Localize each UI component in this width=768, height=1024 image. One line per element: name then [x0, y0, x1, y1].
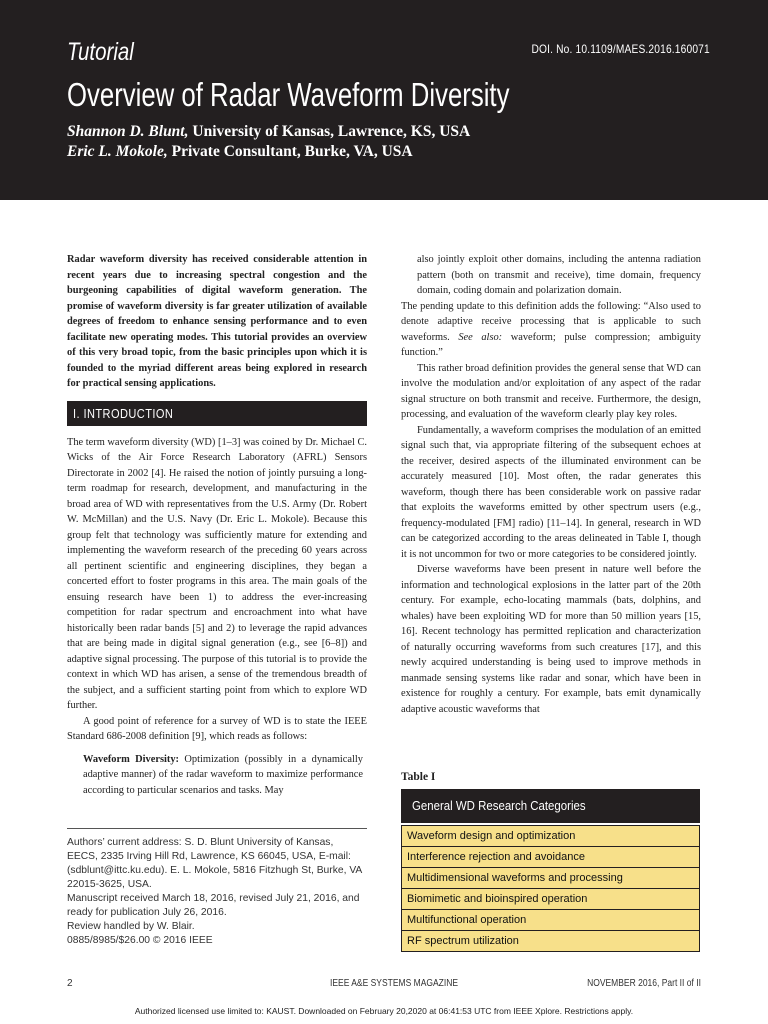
author-affiliation: University of Kansas, Lawrence, KS, USA — [188, 123, 471, 140]
paragraph-text: waveform; pulse compression; ambiguity function.” — [401, 331, 701, 358]
section-heading-text: I. INTRODUCTION — [73, 405, 174, 421]
author-affiliation: Private Consultant, Burke, VA, USA — [167, 143, 413, 160]
table-row: Biomimetic and bioinspired operation — [401, 889, 700, 910]
research-categories-table — [401, 789, 700, 952]
definition-quote-continued: also jointly exploit other domains, including the antenna radiation pattern (both on transmit and receive), time domain, frequency domain, coding domain and polarization domain. — [417, 254, 701, 296]
footnote-divider — [67, 828, 367, 829]
left-column — [67, 252, 367, 798]
table-row: RF spectrum utilization — [401, 931, 700, 952]
footnote-line: 0885/8985/$26.00 © 2016 IEEE — [67, 935, 213, 946]
footnote-line: Review handled by W. Blair. — [67, 921, 195, 932]
see-also: See also: — [458, 331, 503, 343]
page-number: 2 — [67, 978, 73, 989]
footnote-line: Manuscript received March 18, 2016, revised July 21, 2016, and ready for publication July 26, 2016. — [67, 893, 360, 918]
author-list — [67, 122, 470, 162]
table-row: Interference rejection and avoidance — [401, 847, 700, 868]
paragraph: A good point of reference for a survey of WD is to state the IEEE Standard 686-2008 definition [9], which reads as follows: — [67, 715, 367, 742]
doi-label: DOI. No. 10.1109/MAES.2016.160071 — [531, 42, 710, 56]
table-row: Multidimensional waveforms and processing — [401, 868, 700, 889]
table-row: Multifunctional operation — [401, 910, 700, 931]
table-row: Waveform design and optimization — [401, 825, 700, 847]
paragraph: This rather broad definition provides the general sense that WD can involve the modulation and/or exploitation of any aspect of the radar signal structure on both transmit and receive. Furthermore, the design, processing, and evaluation of the waveform clearly play key roles. — [401, 362, 701, 420]
footnote-line: Authors’ current address: S. D. Blunt University of Kansas, EECS, 2335 Irving Hill Rd, Lawrence, KS 66045, USA, E-mail: (sdblunt@ittc.ku.edu). E. L. Mokole, 5816 Fitzhugh St, Burke, VA 22015-3625, USA. — [67, 837, 362, 890]
paragraph-text: The pending update to this definition adds the following: “Also used to denote adaptive receive processing that is applicable to such waveforms. — [401, 300, 701, 343]
author-line — [67, 122, 470, 142]
right-column — [401, 252, 701, 717]
author-footnote — [67, 836, 367, 948]
definition-text: Optimization (possibly in a dynamically adaptive manner) of the radar waveform to maximize performance according to particular scenarios and tasks. May — [83, 753, 363, 796]
section-heading — [67, 401, 367, 426]
paragraph: Diverse waveforms have been present in nature well before the information and technological explosions in the latter part of the 20th century. For example, echo-locating mammals (bats, dolphins, and whales) have been exploiting WD for more than 50 million years [15, 16]. Recent technology has permitted replication and characterization of naturally occurring waveforms from such creatures [17], and this newly acquired understanding is being used to improve methods in manmade sensing systems like radar and sonar, which have been in existence for roughly a century. For example, bats emit dynamically adaptive acoustic waveforms that — [401, 564, 701, 715]
article-kicker: Tutorial — [67, 38, 134, 66]
table-header-text: General WD Research Categories — [412, 798, 586, 813]
abstract: Radar waveform diversity has received considerable attention in recent years due to increasing spectral congestion and the burgeoning capabilities of digital waveform generation. The promise of waveform diversity is far greater utilization of available degrees of freedom to enhance sensing performance and to even facilitate new operating modes. This tutorial provides an overview of this very broad topic, from the basic principles upon which it is founded to the myriad different areas being explored in research for practical sensing applications. — [67, 254, 367, 389]
magazine-name: IEEE A&E SYSTEMS MAGAZINE — [330, 978, 459, 989]
article-header — [0, 0, 768, 200]
table-label: Table I — [401, 771, 436, 783]
article-title: Overview of Radar Waveform Diversity — [67, 76, 510, 113]
definition-quote — [67, 752, 367, 799]
paragraph: The term waveform diversity (WD) [1–3] was coined by Dr. Michael C. Wicks of the Air Force Research Laboratory (AFRL) Sensors Directorate in 2002 [4]. He raised the notion of jointly pursuing a long-term roadmap for research, development, and manufacturing in the broad area of WD with representatives from the U.S. Army (Dr. Robert W. McMillan) and the U.S. Navy (Dr. Eric L. Mokole). Because this group felt that technology was sufficiently mature for extending and implementing the waveform research of the preceding 60 years across all pertinent scientific and engineering disciplines, they began a concerted effort to foster programs in this area. The main goals of the ensuing research have been 1) to address the ever-increasing competition for radar spectrum and encroachment into what have historically been radar bands [5] and 2) to leverage the rapid advances that are being made in digital signal generation (e.g., see [6–8]) and adaptive signal processing. The purpose of this tutorial is to provide the context in which WD has arisen, a sense of the tremendous breadth of the subject, and a sufficient starting point from which to explore WD further. — [67, 436, 367, 711]
license-notice: Authorized licensed use limited to: KAUST. Downloaded on February 20,2020 at 06:41:53 UTC from IEEE Xplore. Restrictions apply. — [134, 1006, 634, 1016]
author-name: Eric L. Mokole, — [67, 143, 168, 160]
author-name: Shannon D. Blunt, — [67, 123, 189, 140]
author-line — [67, 142, 470, 162]
paragraph — [401, 299, 701, 361]
paragraph: Fundamentally, a waveform comprises the modulation of an emitted signal such that, via appropriate filtering of the subsequent echoes at the receiver, desired aspects of the illuminated environment can be accurately measured [10]. Most often, the radar generates this waveform, though there has been considerable work on passive radar that exploits the waveforms emitted by other spectrum users (e.g., frequency-modulated [FM] radio) [11–14]. In general, research in WD can be categorized according to the areas delineated in Table I, though it is not uncommon for two or more categories to be considered jointly. — [401, 424, 701, 560]
definition-term: Waveform Diversity: — [83, 753, 179, 765]
table-header — [401, 789, 700, 823]
issue-date: NOVEMBER 2016, Part II of II — [587, 978, 701, 989]
